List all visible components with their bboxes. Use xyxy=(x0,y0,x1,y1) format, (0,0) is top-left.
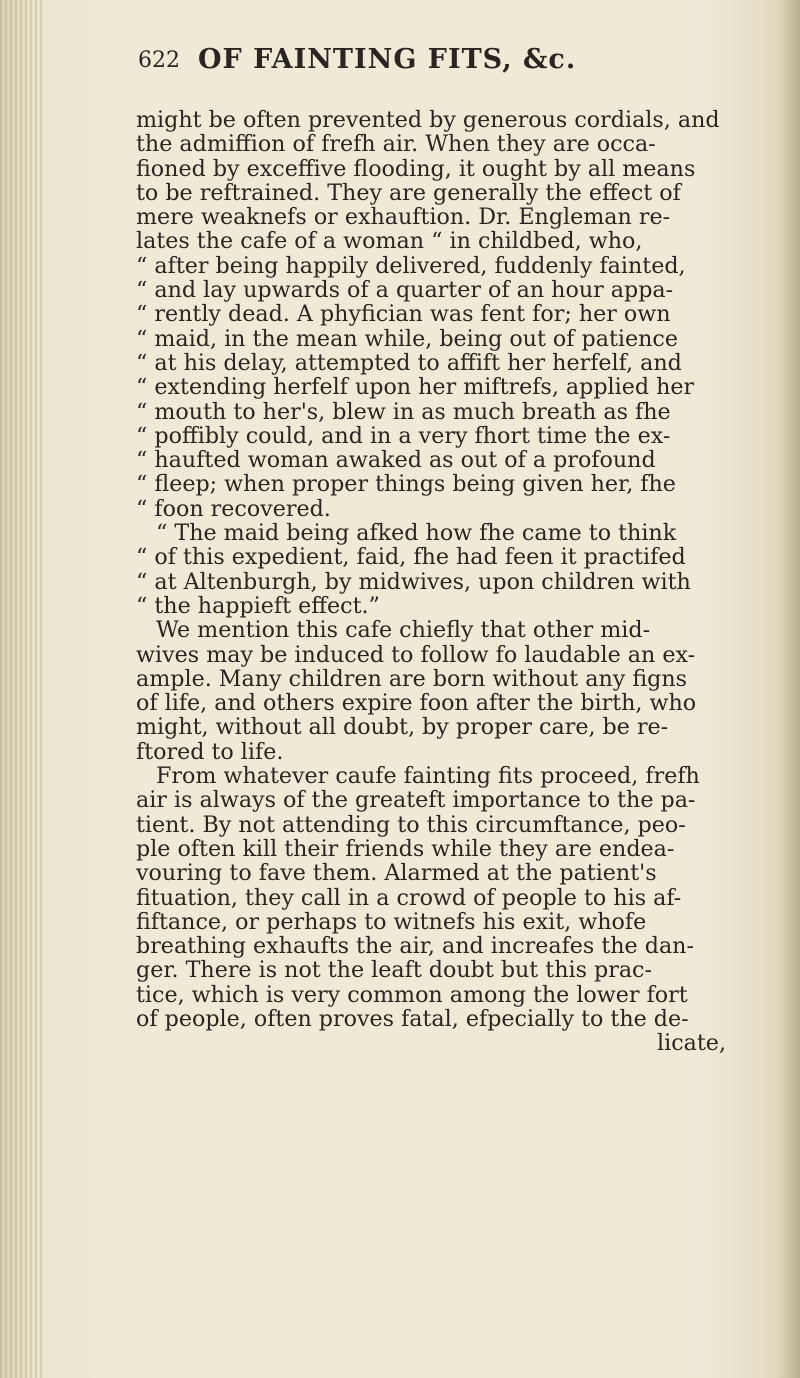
text-line: “ poffibly could, and in a very fhort time the ex- xyxy=(136,422,671,449)
text-line: “ maid, in the mean while, being out of patience xyxy=(136,325,678,352)
page-edge-shadow xyxy=(778,0,800,1378)
text-line: tice, which is very common among the lower fort xyxy=(136,981,688,1008)
text-line: ftored to life. xyxy=(136,738,284,765)
text-line: “ rently dead. A phyfician was fent for; her own xyxy=(136,301,671,328)
text-line: might, without all doubt, by proper care, be re- xyxy=(136,714,669,741)
text-line: “ fleep; when proper things being given her, fhe xyxy=(136,471,676,498)
running-head: OF FAINTING FITS, &c. xyxy=(198,44,577,75)
text-line: “ foon recovered. xyxy=(136,495,331,522)
text-line: might be often prevented by generous cordials, and xyxy=(136,107,720,133)
text-line: to be reftrained. They are generally the effect of xyxy=(136,179,681,206)
text-line: From whatever caufe fainting fits proceed, frefh xyxy=(156,763,700,790)
text-line: “ at his delay, attempted to affift her herfelf, and xyxy=(136,349,682,376)
text-line: ample. Many children are born without any figns xyxy=(136,665,688,692)
text-line: “ after being happily delivered, fuddenly fainted, xyxy=(136,252,686,279)
text-line: mere weaknefs or exhauftion. Dr. Engleman re- xyxy=(136,204,671,231)
text-line: ple often kill their friends while they are endea- xyxy=(136,835,675,862)
text-line: breathing exhaufts the air, and increafes the dan- xyxy=(136,933,694,960)
text-line: “ haufted woman awaked as out of a profound xyxy=(136,447,656,474)
text-line: of life, and others expire foon after the birth, who xyxy=(136,690,697,717)
text-line: the admiffion of frefh air. When they are occa- xyxy=(136,131,656,158)
text-line: “ and lay upwards of a quarter of an hour appa- xyxy=(136,277,674,304)
text-line: wives may be induced to follow fo laudable an ex- xyxy=(136,641,696,668)
text-line: air is always of the greateft importance to the pa- xyxy=(136,787,696,814)
text-line: “ the happieft effect.” xyxy=(136,592,380,619)
text-line: We mention this cafe chiefly that other mid- xyxy=(156,617,651,644)
text-line: “ at Altenburgh, by midwives, upon children with xyxy=(136,568,691,595)
catchword-line: licate, xyxy=(657,1030,726,1057)
text-line: fiftance, or perhaps to witnefs his exit, whofe xyxy=(136,908,647,935)
text-line: lates the cafe of a woman “ in childbed, who, xyxy=(136,228,643,255)
page-number: 622 xyxy=(138,48,180,73)
body-text xyxy=(136,108,736,1056)
text-line: ger. There is not the leaft doubt but this prac- xyxy=(136,957,652,984)
page-spine-shadow xyxy=(0,0,42,1378)
text-line: “ The maid being afked how fhe came to think xyxy=(156,520,677,547)
text-line: fioned by exceffive flooding, it ought by all means xyxy=(136,155,696,182)
text-line: of people, often proves fatal, efpecially to the de- xyxy=(136,1005,689,1032)
text-line: fituation, they call in a crowd of people to his af- xyxy=(136,884,682,911)
text-line: “ of this expedient, faid, fhe had feen it practifed xyxy=(136,544,686,571)
text-line: vouring to fave them. Alarmed at the patient's xyxy=(136,860,657,887)
text-line: “ mouth to her's, blew in as much breath as fhe xyxy=(136,398,671,425)
text-line: tient. By not attending to this circumftance, peo- xyxy=(136,811,686,838)
page-header xyxy=(138,44,698,80)
text-line: “ extending herfelf upon her miftrefs, applied her xyxy=(136,374,695,401)
